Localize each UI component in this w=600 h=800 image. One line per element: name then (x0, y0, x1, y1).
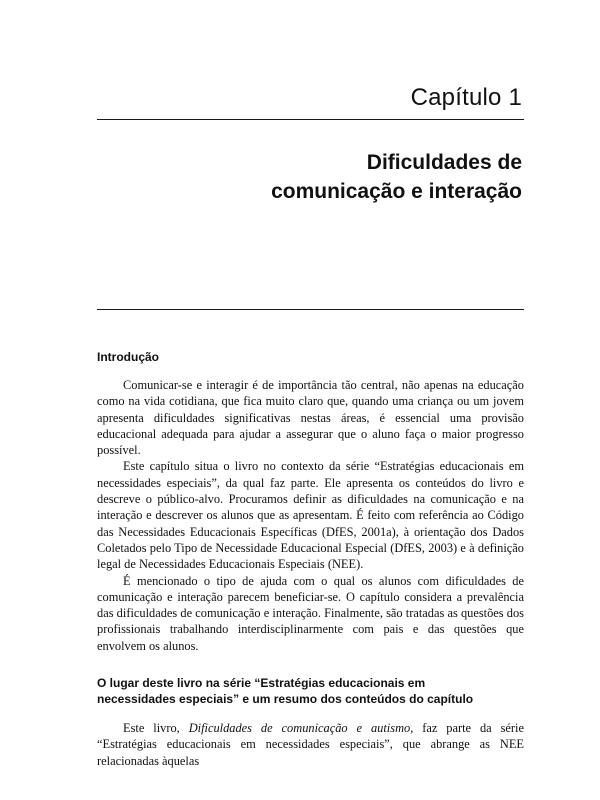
paragraph (97, 720, 524, 769)
paragraph-text-start: Este livro, (123, 721, 189, 736)
section-heading-line-2: necessidades especiais” e um resumo dos conteúdos do capítulo (97, 692, 474, 707)
section-heading-introducao: Introdução (97, 350, 159, 364)
chapter-number: Capítulo 1 (410, 84, 522, 111)
book-title-italic: Dificuldades de comunicação e autismo (188, 721, 411, 736)
bottom-divider (97, 309, 524, 310)
chapter-title-line-2: comunicação e interação (271, 180, 522, 203)
paragraph: É mencionado o tipo de ajuda com o qual os alunos com dificuldades de comunicação e interação parecem beneficiar-se. O capítulo considera a prevalência das dificuldades de comunicação e interação. Finalmente, são tratadas as questões dos profissionais trabalhando interdisciplinarmente com pais e das questões que envolvem os alunos. (97, 573, 524, 653)
section-heading-line-1: O lugar deste livro na série “Estratégias educacionais em (97, 676, 426, 691)
paragraph-text-end: , faz parte da série “Estratégias educacionais em necessidades especiais”, que abrange as NEE relacionadas àquelas (97, 721, 524, 768)
chapter-body (97, 349, 524, 769)
chapter-title (92, 148, 522, 206)
chapter-title-line-1: Dificuldades de (366, 151, 522, 174)
paragraph: Este capítulo situa o livro no contexto da série “Estratégias educacionais em necessidades especiais”, da qual faz parte. Ele apresenta os conteúdos do livro e descreve o público-alvo. Procuramos definir as dificuldades na comunicação e na interação e descrever os alunos que as apresentam. É feito com referência ao Código das Necessidades Educacionais Específicas (DfES, 2001a), à orientação dos Dados Coletados pelo Tipo de Necessidade Educacional Especial (DfES, 2003) e à definição legal de Necessidades Educacionais Especiais (NEE). (97, 459, 524, 572)
top-divider (97, 119, 524, 120)
section-heading-lugar-do-livro (97, 675, 524, 707)
paragraph: Comunicar-se e interagir é de importância tão central, não apenas na educação como na vida cotidiana, que fica muito claro que, quando uma criança ou um jovem apresenta dificuldades significativas nestas áreas, é essencial uma provisão educacional adequada para ajudar a assegurar que o aluno faça o maior progresso possível. (97, 378, 524, 458)
